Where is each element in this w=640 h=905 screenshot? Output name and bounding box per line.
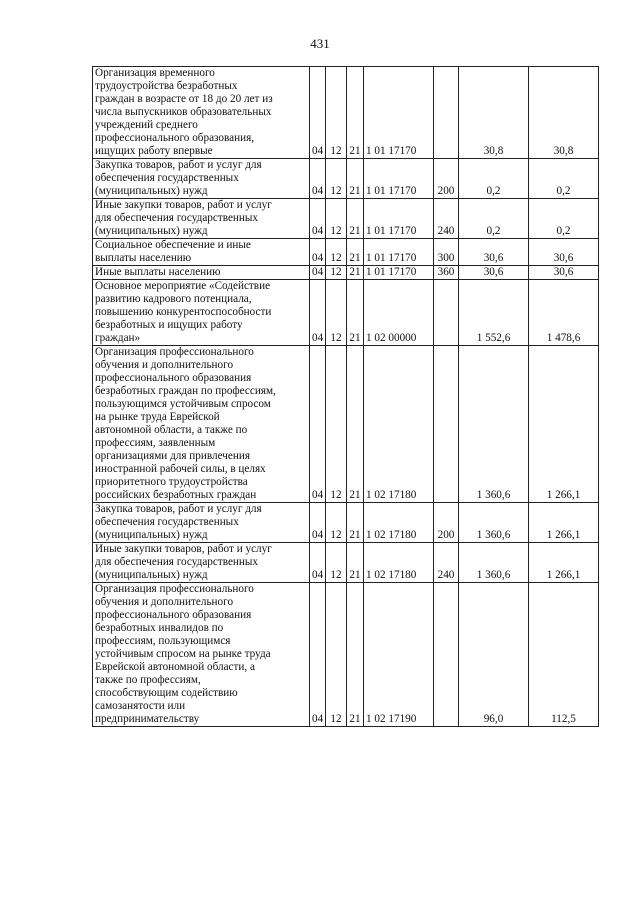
ved-code-cell: 04 xyxy=(310,266,326,280)
ved-code-cell: 04 xyxy=(310,159,326,199)
amount-year2-cell: 0,2 xyxy=(529,159,599,199)
table-row xyxy=(93,239,599,266)
expense-type-cell: 240 xyxy=(434,199,459,239)
section-code-cell: 12 xyxy=(326,346,347,503)
section-code-cell: 12 xyxy=(326,583,347,727)
table-row xyxy=(93,159,599,199)
subsection-code-cell: 21 xyxy=(347,67,364,159)
row-name-cell: Организация временного трудоустройства безработных граждан в возрасте от 18 до 20 лет из числа выпускников образовательных учреждений среднего профессионального образования, ищущих работу впервые xyxy=(93,67,310,159)
table-row xyxy=(93,266,599,280)
subsection-code-cell: 21 xyxy=(347,503,364,543)
subsection-code-cell: 21 xyxy=(347,199,364,239)
section-code-cell: 12 xyxy=(326,280,347,346)
target-article-cell: 1 01 17170 xyxy=(364,67,434,159)
amount-year1-cell: 1 552,6 xyxy=(459,280,529,346)
target-article-cell: 1 02 17190 xyxy=(364,583,434,727)
expense-type-cell: 360 xyxy=(434,266,459,280)
amount-year2-cell: 1 266,1 xyxy=(529,543,599,583)
ved-code-cell: 04 xyxy=(310,503,326,543)
target-article-cell: 1 02 17180 xyxy=(364,503,434,543)
subsection-code-cell: 21 xyxy=(347,266,364,280)
amount-year1-cell: 96,0 xyxy=(459,583,529,727)
subsection-code-cell: 21 xyxy=(347,346,364,503)
ved-code-cell: 04 xyxy=(310,199,326,239)
table-row xyxy=(93,346,599,503)
ved-code-cell: 04 xyxy=(310,280,326,346)
target-article-cell: 1 01 17170 xyxy=(364,266,434,280)
row-name-cell: Иные закупки товаров, работ и услуг для обеспечения государственных (муниципальных) нужд xyxy=(93,543,310,583)
amount-year2-cell: 1 266,1 xyxy=(529,346,599,503)
row-name-cell: Иные закупки товаров, работ и услуг для обеспечения государственных (муниципальных) нужд xyxy=(93,199,310,239)
subsection-code-cell: 21 xyxy=(347,583,364,727)
section-code-cell: 12 xyxy=(326,503,347,543)
amount-year2-cell: 30,6 xyxy=(529,266,599,280)
target-article-cell: 1 02 17180 xyxy=(364,543,434,583)
ved-code-cell: 04 xyxy=(310,543,326,583)
section-code-cell: 12 xyxy=(326,67,347,159)
subsection-code-cell: 21 xyxy=(347,239,364,266)
subsection-code-cell: 21 xyxy=(347,280,364,346)
amount-year1-cell: 0,2 xyxy=(459,199,529,239)
amount-year2-cell: 30,8 xyxy=(529,67,599,159)
amount-year1-cell: 30,8 xyxy=(459,67,529,159)
expense-type-cell xyxy=(434,346,459,503)
amount-year1-cell: 1 360,6 xyxy=(459,543,529,583)
target-article-cell: 1 01 17170 xyxy=(364,239,434,266)
table-row xyxy=(93,199,599,239)
target-article-cell: 1 01 17170 xyxy=(364,159,434,199)
section-code-cell: 12 xyxy=(326,239,347,266)
target-article-cell: 1 02 17180 xyxy=(364,346,434,503)
target-article-cell: 1 02 00000 xyxy=(364,280,434,346)
target-article-cell: 1 01 17170 xyxy=(364,199,434,239)
amount-year1-cell: 1 360,6 xyxy=(459,503,529,543)
row-name-cell: Организация профессионального обучения и дополнительного профессионального образования безработных граждан по профессиям, пользующимся устойчивым спросом на рынке труда Еврейской автономной области, а также по профессиям, заявленным организациями для привлечения иностранной рабочей силы, в целях приоритетного трудоустройства российских безработных граждан xyxy=(93,346,310,503)
expense-type-cell: 200 xyxy=(434,159,459,199)
amount-year1-cell: 30,6 xyxy=(459,239,529,266)
ved-code-cell: 04 xyxy=(310,67,326,159)
row-name-cell: Организация профессионального обучения и дополнительного профессионального образования безработных инвалидов по профессиям, пользующимся устойчивым спросом на рынке труда Еврейской автономной области, а также по профессиям, способствующим содействию самозанятости или предпринимательству xyxy=(93,583,310,727)
table-row xyxy=(93,583,599,727)
ved-code-cell: 04 xyxy=(310,346,326,503)
amount-year2-cell: 112,5 xyxy=(529,583,599,727)
amount-year1-cell: 0,2 xyxy=(459,159,529,199)
page-number: 431 xyxy=(310,36,330,51)
ved-code-cell: 04 xyxy=(310,239,326,266)
subsection-code-cell: 21 xyxy=(347,543,364,583)
row-name-cell: Основное мероприятие «Содействие развитию кадрового потенциала, повышению конкурентоспособности безработных и ищущих работу граждан» xyxy=(93,280,310,346)
section-code-cell: 12 xyxy=(326,199,347,239)
expense-type-cell: 240 xyxy=(434,543,459,583)
expense-type-cell: 200 xyxy=(434,503,459,543)
table-row xyxy=(93,503,599,543)
row-name-cell: Закупка товаров, работ и услуг для обеспечения государственных (муниципальных) нужд xyxy=(93,503,310,543)
row-name-cell: Социальное обеспечение и иные выплаты населению xyxy=(93,239,310,266)
amount-year2-cell: 1 266,1 xyxy=(529,503,599,543)
section-code-cell: 12 xyxy=(326,159,347,199)
table-row xyxy=(93,543,599,583)
expense-type-cell xyxy=(434,67,459,159)
amount-year2-cell: 30,6 xyxy=(529,239,599,266)
amount-year2-cell: 0,2 xyxy=(529,199,599,239)
expense-type-cell xyxy=(434,583,459,727)
budget-table xyxy=(92,66,599,727)
row-name-cell: Иные выплаты населению xyxy=(93,266,310,280)
ved-code-cell: 04 xyxy=(310,583,326,727)
amount-year2-cell: 1 478,6 xyxy=(529,280,599,346)
section-code-cell: 12 xyxy=(326,266,347,280)
expense-type-cell: 300 xyxy=(434,239,459,266)
subsection-code-cell: 21 xyxy=(347,159,364,199)
table-row xyxy=(93,67,599,159)
row-name-cell: Закупка товаров, работ и услуг для обеспечения государственных (муниципальных) нужд xyxy=(93,159,310,199)
amount-year1-cell: 30,6 xyxy=(459,266,529,280)
amount-year1-cell: 1 360,6 xyxy=(459,346,529,503)
table-row xyxy=(93,280,599,346)
expense-type-cell xyxy=(434,280,459,346)
section-code-cell: 12 xyxy=(326,543,347,583)
